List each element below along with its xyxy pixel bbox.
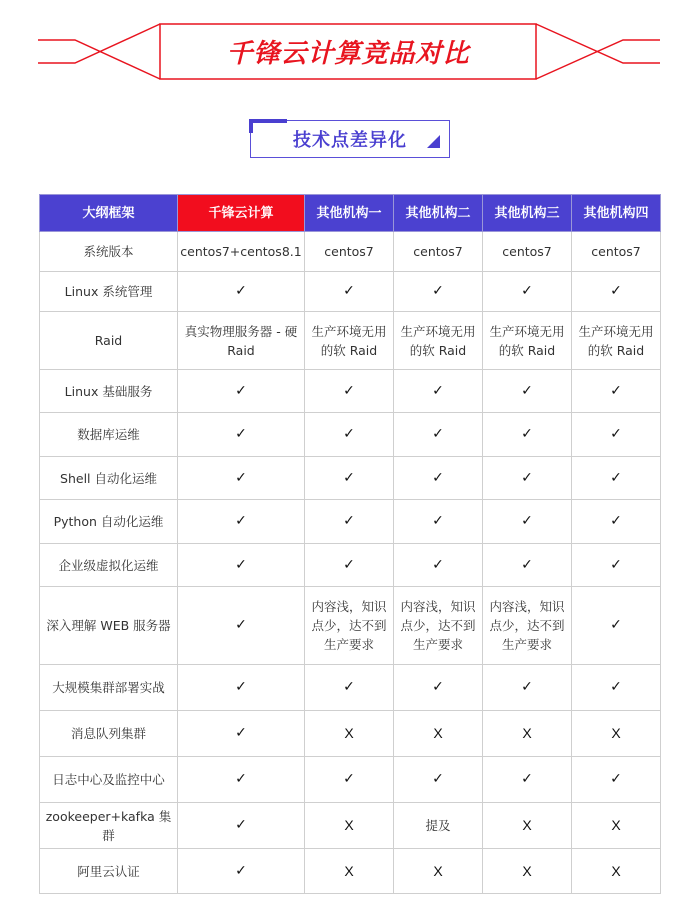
cross-icon: X bbox=[394, 711, 483, 757]
check-icon: ✓ bbox=[394, 272, 483, 312]
table-row bbox=[40, 544, 661, 587]
check-icon: ✓ bbox=[572, 457, 661, 500]
section-heading-text: 技术点差异化 bbox=[293, 130, 407, 151]
check-icon: ✓ bbox=[178, 272, 305, 312]
check-icon: ✓ bbox=[572, 587, 661, 665]
banner bbox=[0, 0, 699, 100]
check-icon: ✓ bbox=[305, 413, 394, 457]
check-icon: ✓ bbox=[178, 413, 305, 457]
table-cell: 生产环境无用的软 Raid bbox=[394, 312, 483, 370]
check-icon: ✓ bbox=[572, 272, 661, 312]
check-icon: ✓ bbox=[178, 803, 305, 849]
table-row bbox=[40, 587, 661, 665]
row-label: 数据库运维 bbox=[40, 413, 178, 457]
cross-icon: X bbox=[305, 803, 394, 849]
table-cell: 内容浅，知识点少，达不到生产要求 bbox=[483, 587, 572, 665]
check-icon: ✓ bbox=[178, 665, 305, 711]
check-icon: ✓ bbox=[305, 272, 394, 312]
comparison-table bbox=[39, 194, 661, 894]
table-body bbox=[40, 232, 661, 894]
check-icon: ✓ bbox=[483, 370, 572, 413]
check-icon: ✓ bbox=[394, 757, 483, 803]
cross-icon: X bbox=[483, 711, 572, 757]
row-label: 企业级虚拟化运维 bbox=[40, 544, 178, 587]
cross-icon: X bbox=[305, 849, 394, 894]
row-label: Linux 基础服务 bbox=[40, 370, 178, 413]
row-label: Shell 自动化运维 bbox=[40, 457, 178, 500]
check-icon: ✓ bbox=[572, 665, 661, 711]
table-row bbox=[40, 232, 661, 272]
cross-icon: X bbox=[483, 849, 572, 894]
table-cell: centos7 bbox=[305, 232, 394, 272]
row-label: 系统版本 bbox=[40, 232, 178, 272]
row-label: 消息队列集群 bbox=[40, 711, 178, 757]
check-icon: ✓ bbox=[178, 544, 305, 587]
column-header: 其他机构三 bbox=[483, 195, 572, 232]
table-cell: 生产环境无用的软 Raid bbox=[305, 312, 394, 370]
table-row bbox=[40, 757, 661, 803]
row-label: Raid bbox=[40, 312, 178, 370]
column-header: 其他机构一 bbox=[305, 195, 394, 232]
table-cell: 提及 bbox=[394, 803, 483, 849]
column-header: 大纲框架 bbox=[40, 195, 178, 232]
table-row bbox=[40, 413, 661, 457]
check-icon: ✓ bbox=[394, 457, 483, 500]
row-label: 日志中心及监控中心 bbox=[40, 757, 178, 803]
table-cell: 内容浅，知识点少，达不到生产要求 bbox=[394, 587, 483, 665]
cross-icon: X bbox=[572, 711, 661, 757]
table-cell: centos7+centos8.1 bbox=[178, 232, 305, 272]
check-icon: ✓ bbox=[178, 370, 305, 413]
cross-icon: X bbox=[572, 849, 661, 894]
check-icon: ✓ bbox=[572, 370, 661, 413]
check-icon: ✓ bbox=[305, 500, 394, 544]
table-row bbox=[40, 803, 661, 849]
cross-icon: X bbox=[394, 849, 483, 894]
row-label: Linux 系统管理 bbox=[40, 272, 178, 312]
column-header: 其他机构二 bbox=[394, 195, 483, 232]
check-icon: ✓ bbox=[305, 544, 394, 587]
row-label: 大规模集群部署实战 bbox=[40, 665, 178, 711]
table-row bbox=[40, 500, 661, 544]
table-cell: 生产环境无用的软 Raid bbox=[572, 312, 661, 370]
row-label: zookeeper+kafka 集群 bbox=[40, 803, 178, 849]
check-icon: ✓ bbox=[305, 457, 394, 500]
row-label: 深入理解 WEB 服务器 bbox=[40, 587, 178, 665]
check-icon: ✓ bbox=[178, 849, 305, 894]
cross-icon: X bbox=[305, 711, 394, 757]
check-icon: ✓ bbox=[483, 413, 572, 457]
check-icon: ✓ bbox=[483, 500, 572, 544]
check-icon: ✓ bbox=[305, 665, 394, 711]
page-title: 千锋云计算竞品对比 bbox=[226, 39, 470, 69]
check-icon: ✓ bbox=[572, 757, 661, 803]
table-row bbox=[40, 312, 661, 370]
check-icon: ✓ bbox=[178, 757, 305, 803]
column-header: 其他机构四 bbox=[572, 195, 661, 232]
check-icon: ✓ bbox=[178, 711, 305, 757]
check-icon: ✓ bbox=[483, 457, 572, 500]
table-row bbox=[40, 711, 661, 757]
check-icon: ✓ bbox=[483, 665, 572, 711]
check-icon: ✓ bbox=[178, 500, 305, 544]
check-icon: ✓ bbox=[483, 272, 572, 312]
check-icon: ✓ bbox=[305, 757, 394, 803]
check-icon: ✓ bbox=[483, 757, 572, 803]
corner-triangle-icon bbox=[427, 135, 440, 148]
check-icon: ✓ bbox=[572, 544, 661, 587]
check-icon: ✓ bbox=[572, 413, 661, 457]
check-icon: ✓ bbox=[394, 665, 483, 711]
check-icon: ✓ bbox=[394, 413, 483, 457]
table-row bbox=[40, 849, 661, 894]
check-icon: ✓ bbox=[394, 544, 483, 587]
table-cell: centos7 bbox=[483, 232, 572, 272]
check-icon: ✓ bbox=[178, 457, 305, 500]
row-label: Python 自动化运维 bbox=[40, 500, 178, 544]
cross-icon: X bbox=[572, 803, 661, 849]
table-cell: centos7 bbox=[572, 232, 661, 272]
table-cell: centos7 bbox=[394, 232, 483, 272]
row-label: 阿里云认证 bbox=[40, 849, 178, 894]
table-row bbox=[40, 370, 661, 413]
check-icon: ✓ bbox=[394, 500, 483, 544]
table-row bbox=[40, 665, 661, 711]
cross-icon: X bbox=[483, 803, 572, 849]
check-icon: ✓ bbox=[305, 370, 394, 413]
check-icon: ✓ bbox=[483, 544, 572, 587]
table-cell: 内容浅，知识点少，达不到生产要求 bbox=[305, 587, 394, 665]
check-icon: ✓ bbox=[178, 587, 305, 665]
table-header-row bbox=[40, 195, 661, 232]
table-row bbox=[40, 457, 661, 500]
column-header: 千锋云计算 bbox=[178, 195, 305, 232]
table-cell: 生产环境无用的软 Raid bbox=[483, 312, 572, 370]
table-row bbox=[40, 272, 661, 312]
section-heading bbox=[250, 120, 450, 158]
check-icon: ✓ bbox=[572, 500, 661, 544]
table-cell: 真实物理服务器 - 硬 Raid bbox=[178, 312, 305, 370]
check-icon: ✓ bbox=[394, 370, 483, 413]
